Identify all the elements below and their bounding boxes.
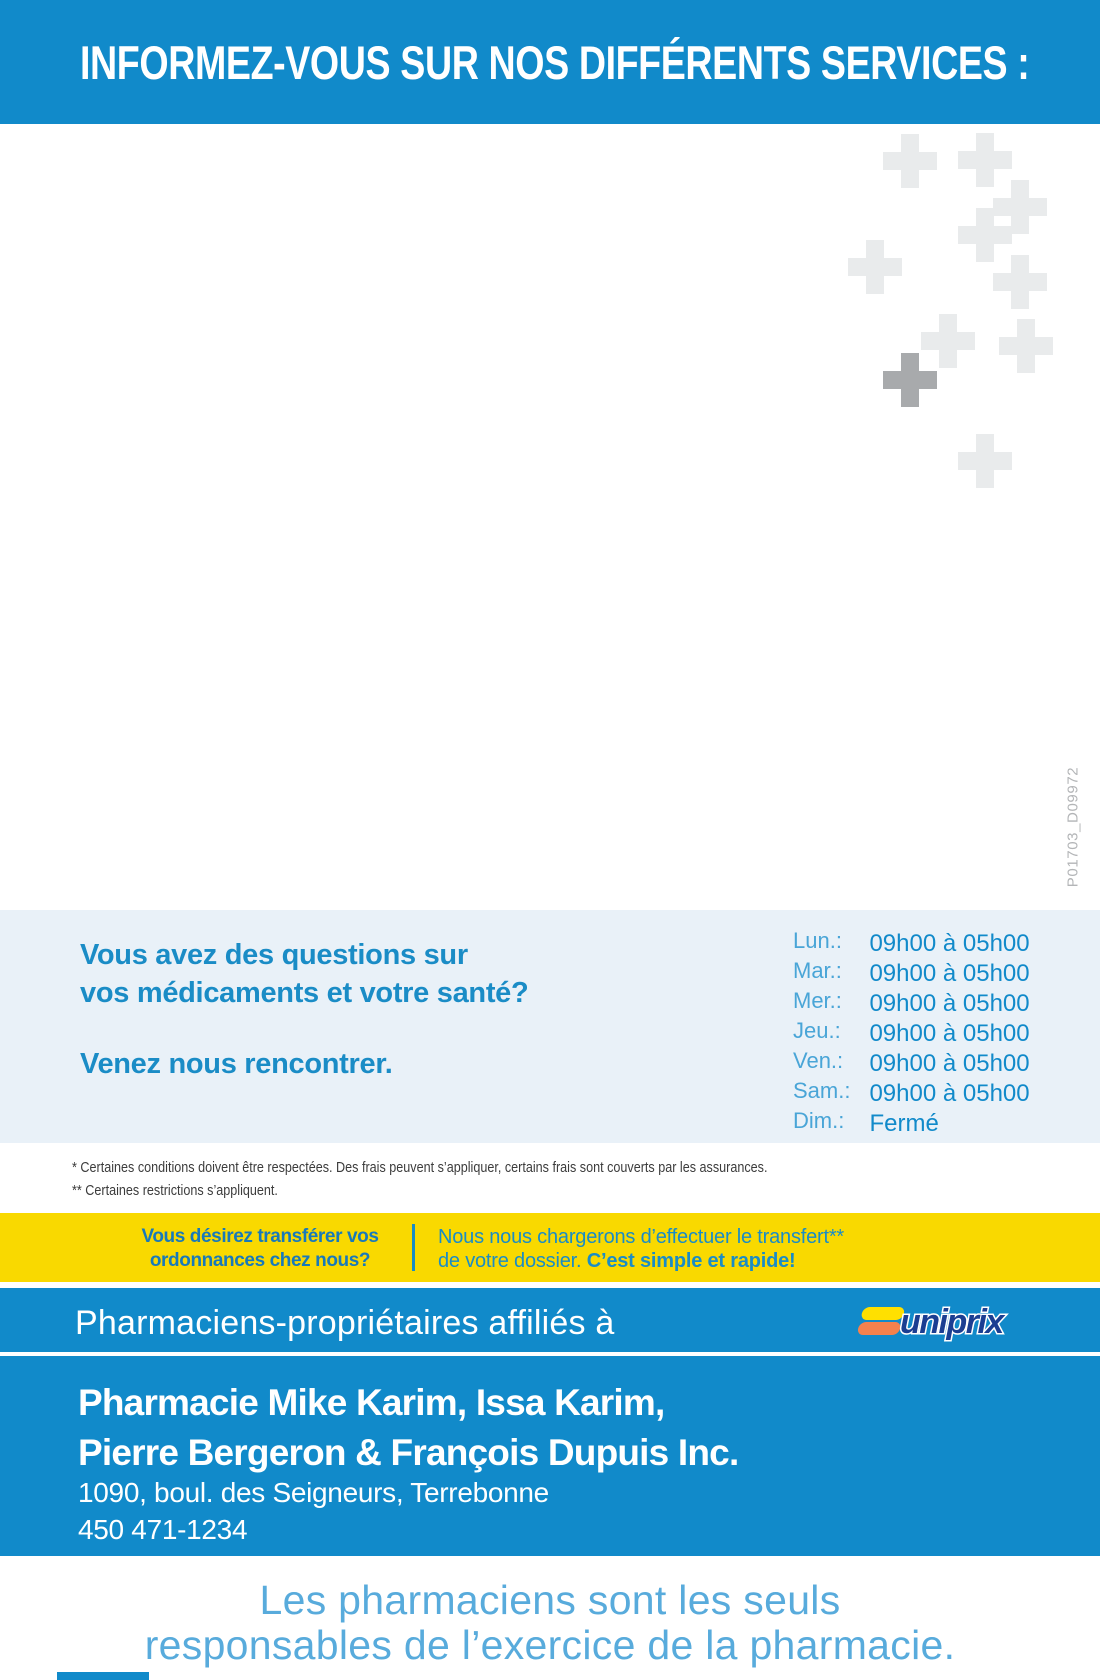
affiliation-label: Pharmaciens-propriétaires affiliés à xyxy=(75,1304,615,1342)
hours-row xyxy=(793,928,1030,958)
hours-time: 09h00 à 05h00 xyxy=(869,1050,1030,1077)
transfer-question-line-1: Vous désirez transférer vos xyxy=(141,1226,379,1247)
plus-icon xyxy=(958,434,1012,488)
transfer-answer xyxy=(438,1225,918,1273)
header-banner xyxy=(0,0,1100,124)
plus-icon xyxy=(993,255,1047,309)
uniprix-logo xyxy=(860,1301,1030,1349)
hours-time: Fermé xyxy=(869,1110,939,1137)
hours-day: Ven.: xyxy=(793,1048,844,1073)
banner-title: INFORMEZ-VOUS SUR NOS DIFFÉRENTS SERVICES : xyxy=(80,35,1030,89)
legal-disclaimer xyxy=(0,1578,1100,1668)
plus-icon xyxy=(999,319,1053,373)
questions-line-1: Vous avez des questions sur xyxy=(80,939,468,971)
hours-row xyxy=(793,1018,1030,1048)
hours-day: Dim.: xyxy=(793,1108,845,1133)
pharmacy-address: 1090, boul. des Seigneurs, Terrebonne xyxy=(78,1477,549,1508)
transfer-question-line-2: ordonnances chez nous? xyxy=(149,1250,371,1271)
hours-row xyxy=(793,1048,1030,1078)
hours-time: 09h00 à 05h00 xyxy=(869,1020,1030,1047)
pharmacy-name-line-1: Pharmacie Mike Karim, Issa Karim, xyxy=(78,1382,665,1423)
hours-day: Lun.: xyxy=(793,928,842,953)
crop-mark xyxy=(57,1672,149,1680)
plus-icon xyxy=(848,240,902,294)
hours-time: 09h00 à 05h00 xyxy=(869,990,1030,1017)
divider-rule xyxy=(0,1352,1100,1356)
hours-day: Sam.: xyxy=(793,1078,851,1103)
meet-us-text: Venez nous rencontrer. xyxy=(80,1048,393,1080)
footnote-2: ** Certaines restrictions s’appliquent. xyxy=(72,1182,278,1199)
footnote-1: * Certaines conditions doivent être respectées. Des frais peuvent s’appliquer, certains frais sont couverts par les assurances. xyxy=(72,1159,768,1176)
footer-section xyxy=(0,1288,1100,1556)
divider-line xyxy=(412,1224,415,1271)
pharmacy-phone: 450 471-1234 xyxy=(78,1514,248,1545)
transfer-answer-line-1: Nous nous chargerons d’effectuer le transfert** xyxy=(438,1226,845,1248)
plus-icon xyxy=(883,353,937,407)
transfer-answer-regular: de votre dossier. xyxy=(438,1250,587,1272)
questions-line-2: vos médicaments et votre santé? xyxy=(80,977,529,1009)
hours-row xyxy=(793,988,1030,1018)
plus-icon xyxy=(883,134,937,188)
hours-time: 09h00 à 05h00 xyxy=(869,960,1030,987)
pharmacy-name-line-2: Pierre Bergeron & François Dupuis Inc. xyxy=(78,1432,739,1473)
questions-text xyxy=(80,936,528,1012)
transfer-banner xyxy=(0,1213,1100,1282)
opening-hours xyxy=(793,928,1030,1138)
transfer-answer-line-2 xyxy=(438,1249,918,1273)
uniprix-brand-text: uniprix xyxy=(900,1303,1003,1341)
disclaimer-line-1: Les pharmaciens sont les seuls xyxy=(259,1577,841,1623)
plus-icon xyxy=(958,208,1012,262)
transfer-question xyxy=(130,1225,390,1273)
hours-row xyxy=(793,1108,1030,1138)
hours-row xyxy=(793,958,1030,988)
hours-time: 09h00 à 05h00 xyxy=(869,930,1030,957)
uniprix-wordmark xyxy=(898,1295,1028,1351)
hours-time: 09h00 à 05h00 xyxy=(869,1080,1030,1107)
transfer-answer-bold: C’est simple et rapide! xyxy=(586,1250,796,1272)
plus-icon xyxy=(958,133,1012,187)
footnotes xyxy=(72,1156,767,1202)
hours-row xyxy=(793,1078,1030,1108)
info-section xyxy=(0,910,1100,1143)
uniprix-orange-bar xyxy=(857,1322,902,1335)
hours-day: Mer.: xyxy=(793,988,842,1013)
pharmacy-name xyxy=(78,1378,738,1478)
hours-day: Mar.: xyxy=(793,958,842,983)
hours-day: Jeu.: xyxy=(793,1018,841,1043)
print-code: P01703_D09972 xyxy=(1064,766,1082,888)
disclaimer-line-2: responsables de l’exercice de la pharmacie. xyxy=(144,1622,956,1668)
